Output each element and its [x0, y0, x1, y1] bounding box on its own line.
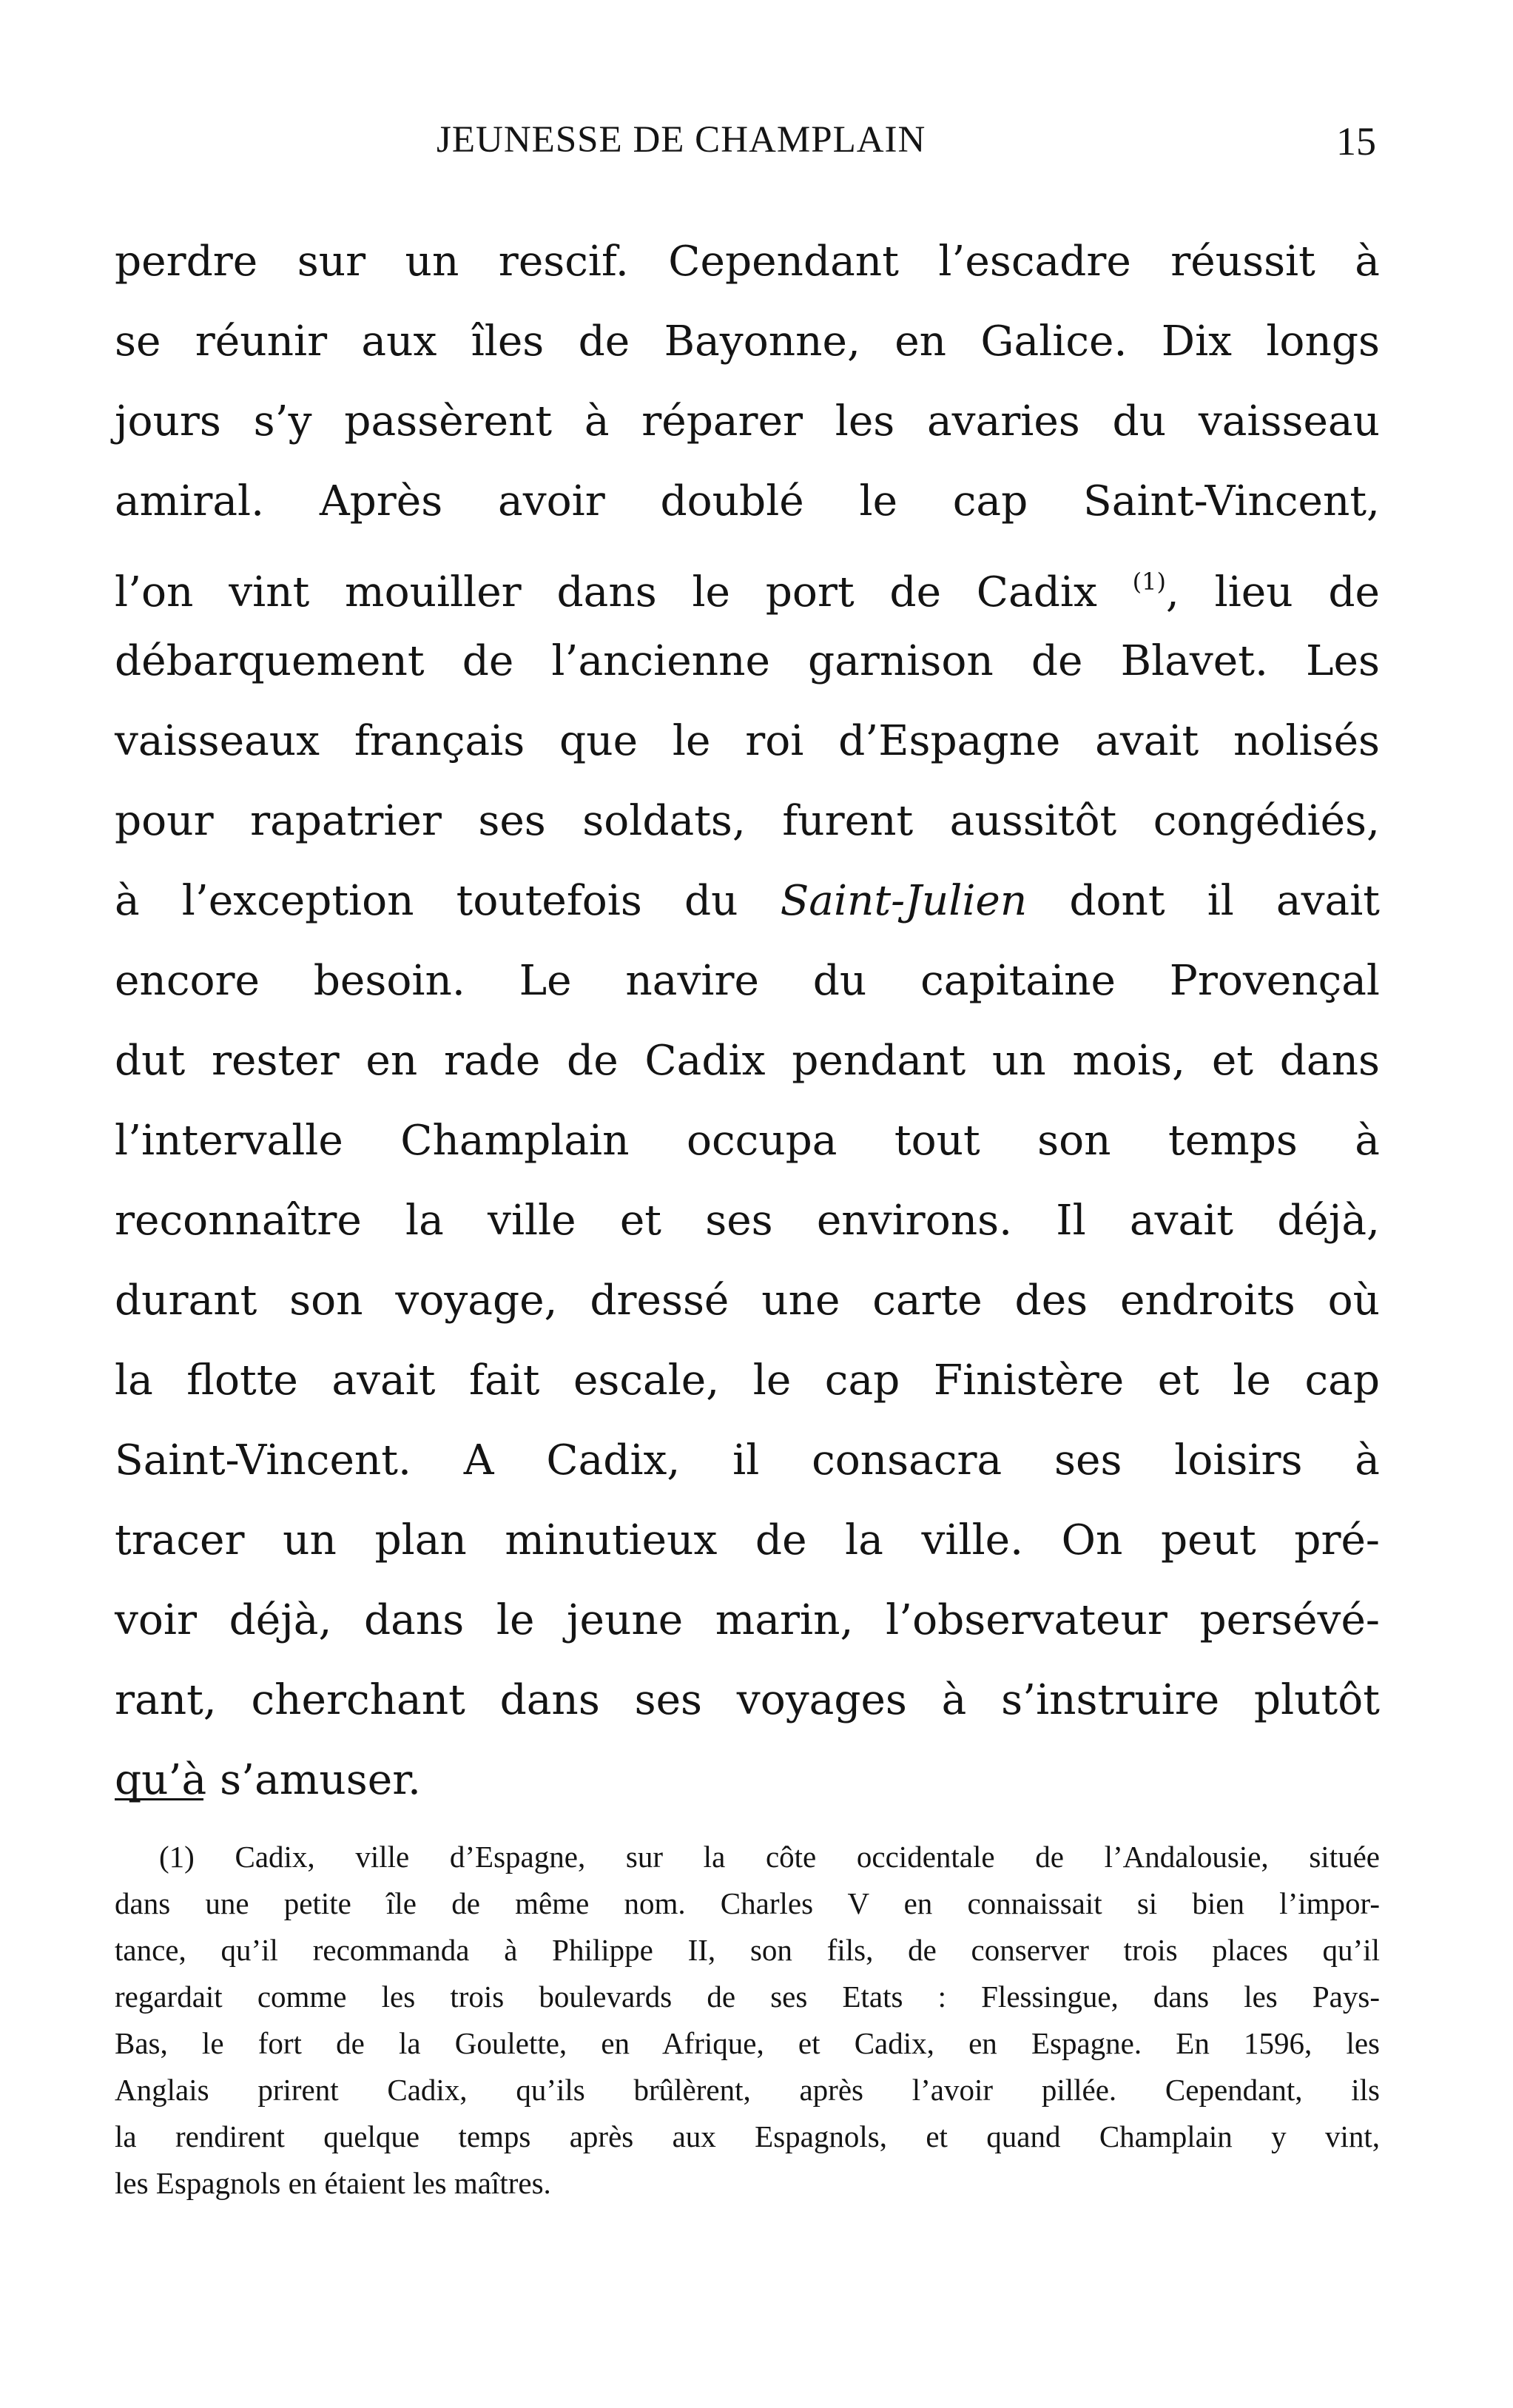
body-line-with-note-ref [115, 542, 1380, 622]
body-line-text-tail: dont il avait [1027, 877, 1380, 925]
body-line: débarquement de l’ancienne garnison de Blavet. Les [115, 637, 1380, 685]
footnote-line: tance, qu’il recommanda à Philippe II, son fils, de conserver trois places qu’il [115, 1933, 1380, 1967]
body-line: voir déjà, dans le jeune marin, l’observateur persévé- [115, 1596, 1380, 1644]
body-line: tracer un plan minutieux de la ville. On peut pré- [115, 1516, 1380, 1564]
body-line: jours s’y passèrent à réparer les avaries du vaisseau [115, 397, 1380, 445]
footnote-line: regardait comme les trois boulevards de ses Etats : Flessingue, dans les Pays- [115, 1980, 1380, 2014]
body-line: se réunir aux îles de Bayonne, en Galice. Dix longs [115, 317, 1380, 366]
body-line: la flotte avait fait escale, le cap Finistère et le cap [115, 1356, 1380, 1405]
footnote [115, 1834, 1380, 2207]
body-line: l’intervalle Champlain occupa tout son temps à [115, 1117, 1380, 1165]
body-line-last: qu’à s’amuser. [115, 1756, 421, 1804]
body-line: durant son voyage, dressé une carte des endroits où [115, 1277, 1380, 1325]
body-line: perdre sur un rescif. Cependant l’escadre réussit à [115, 238, 1380, 286]
page-number: 15 [1336, 119, 1376, 164]
running-head-title: JEUNESSE DE CHAMPLAIN [437, 119, 926, 161]
footnote-line: (1) Cadix, ville d’Espagne, sur la côte occidentale de l’Andalousie, située [159, 1840, 1380, 1874]
body-line: reconnaître la ville et ses environs. Il avait déjà, [115, 1197, 1380, 1245]
body-line: rant, cherchant dans ses voyages à s’instruire plutôt [115, 1676, 1380, 1724]
footnote-line: Anglais prirent Cadix, qu’ils brûlèrent, après l’avoir pillée. Cependant, ils [115, 2073, 1380, 2107]
body-line: dut rester en rade de Cadix pendant un mois, et dans [115, 1037, 1380, 1085]
footnote-line: dans une petite île de même nom. Charles V en connaissait si bien l’impor- [115, 1886, 1380, 1920]
body-line: pour rapatrier ses soldats, furent aussitôt congédiés, [115, 797, 1380, 845]
footnote-line: Bas, le fort de la Goulette, en Afrique, et Cadix, en Espagne. En 1596, les [115, 2026, 1380, 2060]
footnote-line-last: les Espagnols en étaient les maîtres. [115, 2166, 551, 2200]
footnote-line: la rendirent quelque temps après aux Espagnols, et quand Champlain y vint, [115, 2119, 1380, 2153]
body-line: amiral. Après avoir doublé le cap Saint-Vincent, [115, 477, 1380, 525]
body-line-text: l’on vint mouiller dans le port de Cadix [115, 568, 1097, 616]
footnote-reference: (1) [1132, 568, 1166, 596]
body-text [115, 222, 1380, 1820]
body-line: encore besoin. Le navire du capitaine Provençal [115, 957, 1380, 1005]
footnote-divider [115, 1798, 203, 1800]
body-line-text-tail: , lieu de [1165, 568, 1380, 616]
body-line: vaisseaux français que le roi d’Espagne avait nolisés [115, 717, 1380, 765]
body-line-text: à l’exception toutefois du [115, 877, 738, 925]
body-line-with-ship-name [115, 861, 1380, 941]
ship-name-italic: Saint-Julien [780, 877, 1028, 925]
body-line: Saint-Vincent. A Cadix, il consacra ses loisirs à [115, 1436, 1380, 1484]
